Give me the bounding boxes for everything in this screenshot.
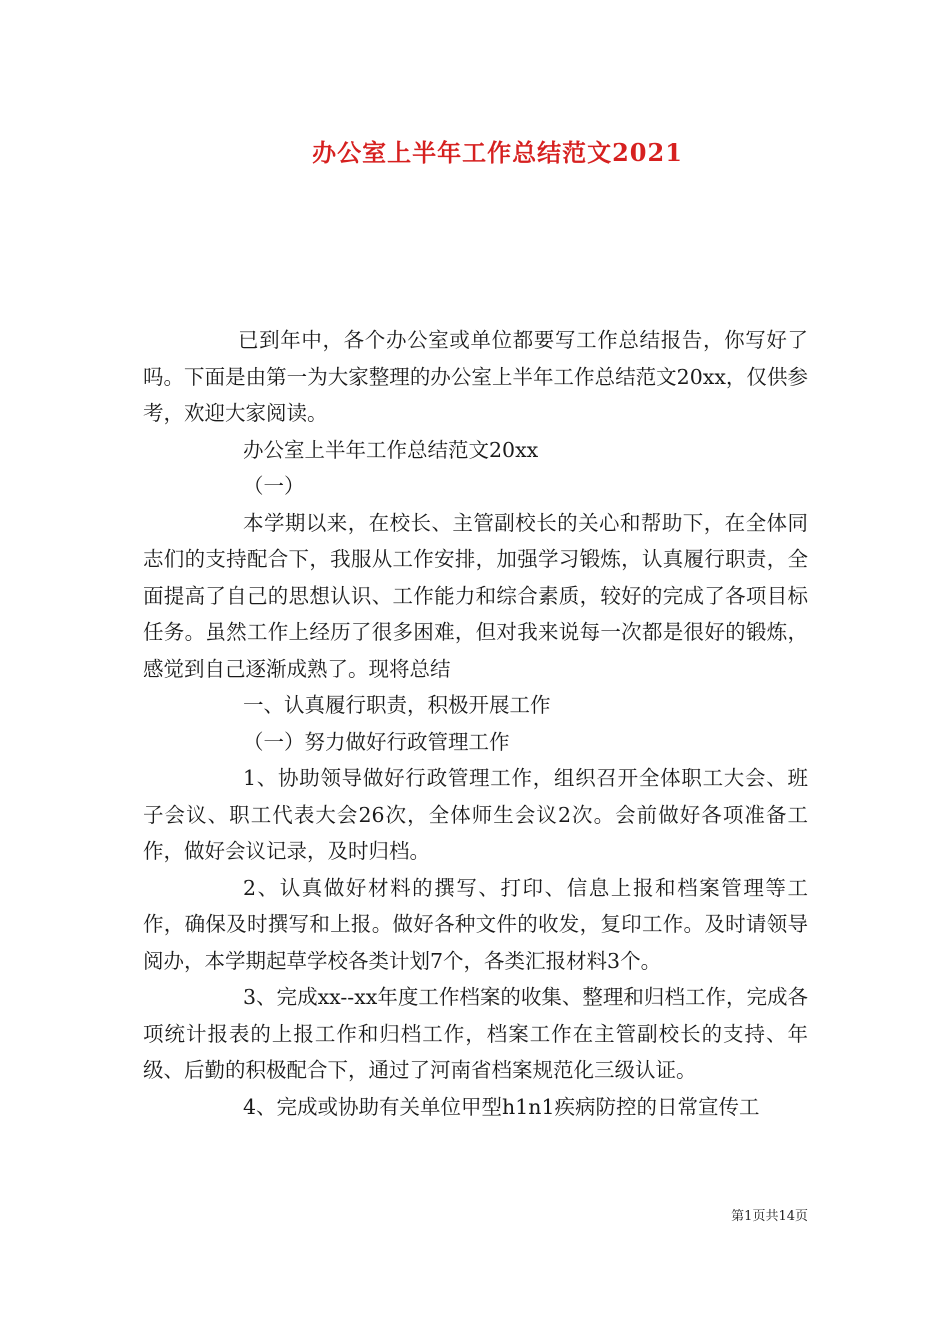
subheading-admin: （一）努力做好行政管理工作: [243, 729, 510, 754]
section-number-one: （一）: [243, 474, 305, 498]
document-body: [143, 322, 808, 1125]
document-title: 办公室上半年工作总结范文2021: [312, 138, 683, 167]
item-3-paragraph: 3、完成xx--xx年度工作档案的收集、整理和归档工作，完成各项统计报表的上报工作和归档工作，档案工作在主管副校长的支持、年级、后勤的积极配合下，通过了河南省档案规范化三级认证。: [143, 985, 808, 1082]
intro-paragraph: 已到年中，各个办公室或单位都要写工作总结报告，你写好了吗。下面是由第一为大家整理的办公室上半年工作总结范文20xx，仅供参考，欢迎大家阅读。: [143, 328, 808, 425]
item-2-paragraph: 2、认真做好材料的撰写、打印、信息上报和档案管理等工作，确保及时撰写和上报。做好各种文件的收发，复印工作。及时请领导阅办，本学期起草学校各类计划7个，各类汇报材料3个。: [143, 875, 808, 973]
page-footer: 第1页共14页: [731, 1209, 808, 1224]
subtitle-line: 办公室上半年工作总结范文20xx: [243, 437, 539, 462]
item-1-paragraph: 1、协助领导做好行政管理工作，组织召开全体职工大会、班子会议、职工代表大会26次，全体师生会议2次。会前做好各项准备工作，做好会议记录，及时归档。: [143, 766, 808, 863]
heading-duty: 一、认真履行职责，积极开展工作: [243, 693, 551, 717]
summary-paragraph: 本学期以来，在校长、主管副校长的关心和帮助下，在全体同志们的支持配合下，我服从工作安排，加强学习锻炼，认真履行职责，全面提高了自己的思想认识、工作能力和综合素质，较好的完成了各项目标任务。虽然工作上经历了很多困难，但对我来说每一次都是很好的锻炼，感觉到自己逐渐成熟了。现将总结: [143, 510, 808, 681]
item-4-paragraph: 4、完成或协助有关单位甲型h1n1疾病防控的日常宣传工: [243, 1094, 760, 1119]
